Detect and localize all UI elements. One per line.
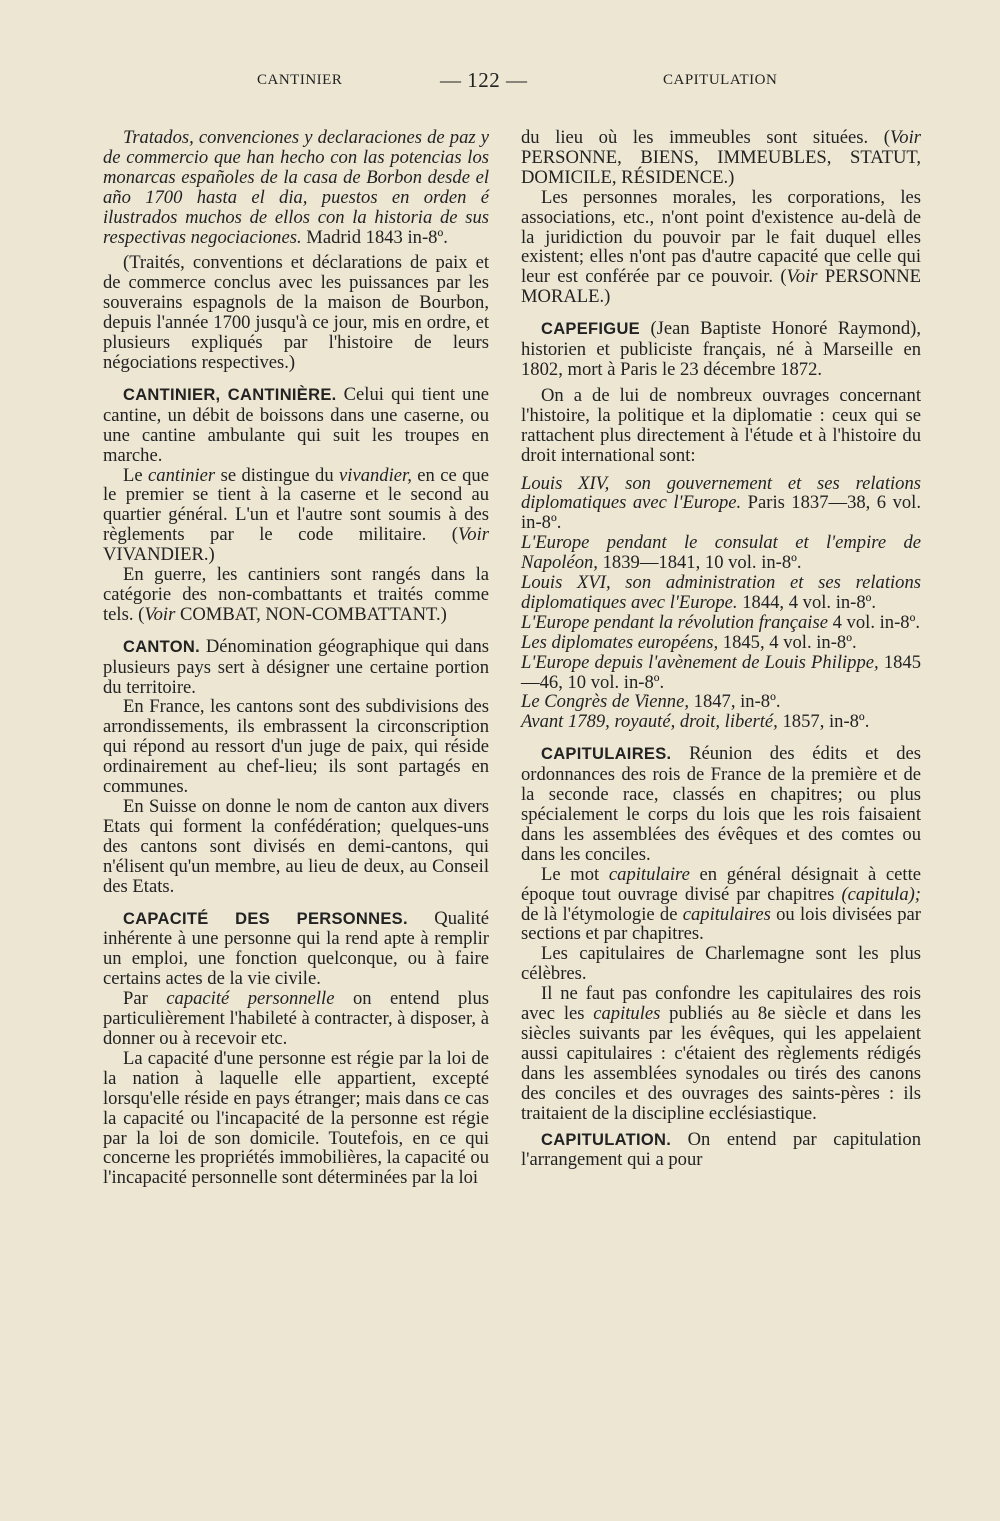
capitulaires-headword: CAPITULAIRES.: [541, 745, 672, 764]
voir-label: Voir: [144, 603, 176, 625]
running-head-left: CANTINIER: [257, 72, 343, 88]
text-span: Le mot: [541, 863, 600, 885]
capitulaires-paragraph-4: [521, 984, 921, 1123]
tratados-entry: [103, 128, 489, 247]
text-span: Les personnes morales, les corporations, les associations, etc., n'ont point d'existence au-delà de la juridiction du pouvoir par le fait duquel elles existent; elles n'ont pas d'autre capacité que celle qui leur est conférée par ce pouvoir. (: [521, 186, 921, 288]
canton-definition: Dénomination géographique qui dans plusieurs pays sert à désigner une certaine portion du territoire.: [103, 635, 489, 698]
work-citation: [521, 633, 921, 653]
cantinier-headword: CANTINIER, CANTINIÈRE.: [123, 385, 337, 404]
work-title: Le Congrès de Vienne,: [521, 691, 689, 713]
work-title: Louis XVI, son administration et ses relations diplomatiques avec l'Europe.: [521, 572, 921, 613]
cross-reference: VIVANDIER.): [103, 544, 215, 566]
italic-span: cantinier: [148, 464, 216, 486]
work-title: Louis XIV, son gouvernement et ses relations diplomatiques avec l'Europe.: [521, 472, 921, 514]
continuation-paragraph: [521, 128, 921, 188]
work-imprint: 1847, in-8º.: [693, 691, 781, 713]
work-citation: [521, 712, 921, 732]
italic-span: (capitula);: [841, 883, 921, 905]
work-title: L'Europe pendant le consulat et l'empire de Napoléon,: [521, 532, 921, 574]
work-imprint: 1844, 4 vol. in-8º.: [742, 591, 877, 613]
cross-reference: PERSONNE MORALE.): [521, 266, 921, 308]
cantinier-paragraph-3: [103, 565, 489, 625]
capefigue-entry: [521, 319, 921, 380]
text-span: Par: [123, 988, 148, 1010]
capitulaires-paragraph-2: [521, 865, 921, 945]
tratados-imprint: Madrid 1843 in-8º.: [306, 226, 448, 248]
capefigue-works-list: [521, 474, 921, 733]
capacite-paragraph-2: [103, 989, 489, 1049]
cross-reference: COMBAT, NON-COMBATTANT.): [179, 603, 447, 625]
cantinier-definition: Celui qui tient une cantine, un débit de boissons dans une caserne, ou une cantine ambulante qui suit les troupes en marche.: [103, 383, 489, 466]
capacite-headword: CAPACITÉ DES PERSONNES.: [123, 909, 408, 928]
text-span: publiés au 8e siècle et dans les siècles suivants par les évêques, qui les appelaient aussi capitulaires : c'étaient des règlements rédigés dans les assemblées synodales ou tirés des canons des conciles et des ouvrages des saints-pères : ils traitaient de la discipline ecclésiastique.: [521, 1003, 922, 1124]
personnes-morales-paragraph: [521, 188, 921, 307]
canton-paragraph-2: En France, les cantons sont des subdivisions des arrondissements, ils embrassent la circonscription qui répond au ressort d'un juge de paix, qui réside ordinairement au chef-lieu; ils sont partagés en communes.: [103, 696, 489, 798]
traites-paragraph: (Traités, conventions et déclarations de paix et de commerce conclus avec les puissances par les souverains espagnols de la maison de Bourbon, depuis l'année 1700 jusqu'à ce jour, mis en ordre, et plusieurs expliqués par l'histoire de leurs négociations respectives.): [103, 252, 489, 373]
cantinier-entry: [103, 385, 489, 466]
work-title: Avant 1789, royauté, droit, liberté,: [521, 711, 778, 733]
work-citation: [521, 692, 921, 712]
text-span: Le: [123, 464, 143, 486]
canton-headword: CANTON.: [123, 637, 200, 656]
work-imprint: 1845, 4 vol. in-8º.: [722, 631, 857, 653]
voir-label: Voir: [890, 127, 921, 148]
work-title: L'Europe pendant la révolution française: [521, 611, 828, 633]
work-title: L'Europe depuis l'avènement de Louis Philippe,: [521, 651, 879, 673]
text-span: en général désignait à cette époque tout ouvrage divisé par chapitres: [521, 863, 921, 905]
canton-entry: [103, 637, 489, 698]
work-citation: [521, 653, 921, 693]
capitulation-headword: CAPITULATION.: [541, 1130, 672, 1149]
italic-span: capitulaires: [682, 903, 771, 925]
work-citation: [521, 474, 921, 534]
voir-label: Voir: [786, 266, 818, 288]
capefigue-definition: (Jean Baptiste Honoré Raymond), historien et publiciste français, né à Marseille en 1802, mort à Paris le 23 décembre 1872.: [521, 318, 921, 380]
work-citation: [521, 573, 921, 613]
left-column: [103, 128, 489, 1188]
capefigue-headword: CAPEFIGUE: [541, 320, 640, 339]
italic-span: capitules: [593, 1003, 661, 1025]
voir-label: Voir: [458, 524, 489, 546]
capefigue-paragraph-2: On a de lui de nombreux ouvrages concernant l'histoire, la politique et la diplomatie : ceux qui se rattachent plus directement à l'étude et à l'histoire du droit international sont:: [521, 384, 921, 466]
capacite-entry: [103, 909, 489, 990]
cross-reference: PERSONNE, BIENS, IMMEUBLES, STATUT, DOMICILE, RÉSIDENCE.): [521, 146, 921, 188]
work-title: Les diplomates européens,: [521, 631, 719, 653]
capitulaires-paragraph-3: Les capitulaires de Charlemagne sont les plus célèbres.: [521, 943, 921, 985]
text-span: en ce que le premier se tient à la caserne et le second au quartier général. L'un et l'autre sont soumis à des règlements par le code militaire. (: [103, 464, 489, 546]
capitulaires-entry: [521, 744, 921, 864]
right-column: [521, 128, 921, 1170]
text-span: En guerre, les cantiniers sont rangés dans la catégorie des non-combattants et traités comme tels. (: [103, 564, 489, 625]
capitulation-definition: On entend par capitulation l'arrangement qui a pour: [521, 1128, 921, 1171]
text-span: Il ne faut pas confondre les capitulaires des rois avec les: [521, 983, 921, 1025]
work-citation: [521, 533, 921, 573]
work-imprint: 1845—46, 10 vol. in-8º.: [521, 651, 921, 693]
text-span: du lieu où les immeubles sont situées. (: [521, 127, 890, 148]
capitulaires-definition: Réunion des édits et des ordonnances des rois de France de la première et de la seconde race, classés en chapitres; ou plus spécialement le corps du lois que les rois faisaient dans les assemblées des évêques et des comtes ou dans les conciles.: [521, 743, 921, 865]
running-head-right: CAPITULATION: [663, 72, 778, 88]
work-imprint: 1857, in-8º.: [782, 711, 870, 733]
italic-span: capacité personnelle: [166, 988, 335, 1010]
tratados-title: Tratados, convenciones y declaraciones de paz y de commercio que han hecho con las potencias los monarcas españoles de la casa de Borbon desde el año 1700 hasta el dia, puestos en orden é ilustrados muchos de ellos con la historia de sus respectivas negociaciones.: [103, 127, 489, 248]
text-span: se distingue du: [220, 464, 334, 486]
cantinier-paragraph-2: [103, 466, 489, 566]
capacite-paragraph-3: La capacité d'une personne est régie par la loi de la nation à laquelle elle appartient, excepté lorsqu'elle réside en pays étranger; mais dans ce cas la capacité ou l'incapacité de la personne est régie par la loi de son domicile. Toutefois, en ce qui concerne les propriétés immobilières, la capacité ou l'incapacité personnelle sont déterminées par la loi: [103, 1047, 489, 1189]
text-span: on entend plus particulièrement l'habileté à contracter, à disposer, à donner ou à recevoir etc.: [103, 988, 490, 1049]
text-span: ou lois divisées par sections et par chapitres.: [521, 903, 921, 945]
capitulation-entry: [521, 1130, 921, 1171]
page-number: — 122 —: [440, 68, 528, 92]
work-citation: [521, 613, 921, 633]
text-span: de là l'étymologie de: [521, 903, 678, 925]
canton-paragraph-3: En Suisse on donne le nom de canton aux divers Etats qui forment la confédération; quelques-uns des cantons sont divisés en demi-cantons, qui n'élisent qu'un membre, au lieu de deux, au Conseil des Etats.: [103, 796, 489, 897]
italic-span: capitulaire: [608, 863, 690, 885]
work-imprint: 1839—1841, 10 vol. in-8º.: [602, 552, 802, 574]
capacite-definition: Qualité inhérente à une personne qui la rend apte à remplir un emploi, une fonction quelconque, ou à faire certains actes de la vie civile.: [103, 907, 489, 990]
work-imprint: 4 vol. in-8º.: [832, 611, 920, 633]
italic-span: vivandier,: [339, 464, 412, 486]
work-imprint: Paris 1837—38, 6 vol. in-8º.: [521, 492, 921, 534]
